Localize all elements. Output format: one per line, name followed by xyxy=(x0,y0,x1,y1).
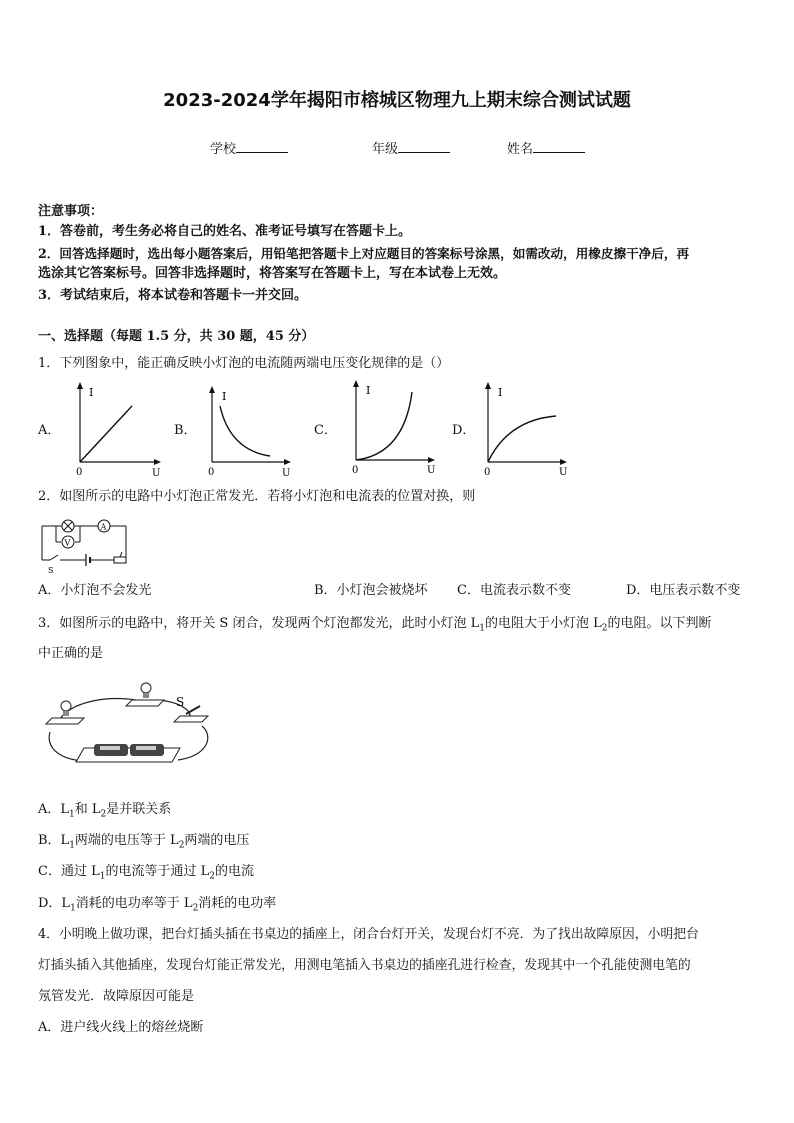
q3-option-b xyxy=(38,831,249,851)
rheostat-icon xyxy=(114,557,126,563)
q3-b-part-1: B．L xyxy=(38,833,70,848)
q1-graph-a xyxy=(66,380,164,478)
notice-item-2: 2．回答选择题时，选出每小题答案后，用铅笔把答题卡上对应题目的答案标号涂黑，如需改动，用橡皮擦干净后，再 xyxy=(38,246,690,261)
q1-option-a: A． xyxy=(38,423,61,438)
q1-option-d: D． xyxy=(452,423,476,438)
q2-switch-label: S xyxy=(48,566,54,575)
q3-d-part-3: 消耗的电功率 xyxy=(198,896,277,911)
q3-option-a xyxy=(38,800,171,820)
q3-a-part-3: 是并联关系 xyxy=(106,802,172,817)
ammeter-label: A xyxy=(100,522,107,532)
notice-item-3: 3．考试结束后，将本试卷和答题卡一并交回。 xyxy=(38,288,308,303)
q1-a-y-label: I xyxy=(89,386,94,399)
q3-d-sub-2: 2 xyxy=(192,903,199,914)
q4-stem-line-2: 灯插头插入其他插座，发现台灯能正常发光，用测电笔插入书桌边的插座孔进行检查，发现其中一个孔能使测电笔的 xyxy=(38,958,691,973)
q3-b-sub-1: 1 xyxy=(69,840,75,851)
school-label: 学校 xyxy=(210,142,237,157)
name-label: 姓名 xyxy=(507,142,534,157)
name-field xyxy=(507,140,585,160)
notice-item-1: 1．答卷前，考生务必将自己的姓名、准考证号填写在答题卡上。 xyxy=(38,224,412,239)
q3-c-sub-1: 1 xyxy=(99,871,106,882)
q3-circuit-illustration xyxy=(40,676,212,772)
q1-d-x-label: U xyxy=(559,467,568,478)
q3-d-part-2: 消耗的电功率等于 L xyxy=(75,896,193,911)
switch-icon xyxy=(50,555,58,560)
q1-option-b: B． xyxy=(174,423,197,438)
q3-c-part-3: 的电流 xyxy=(214,864,254,879)
q3-stem-part-3: 的电阻。以下判断 xyxy=(607,616,712,631)
q1-stem: 1．下列图象中，能正确反映小灯泡的电流随两端电压变化规律的是（） xyxy=(38,356,450,371)
q4-stem-line-3: 氖管发光．故障原因可能是 xyxy=(38,989,195,1004)
q3-d-part-1: D．L xyxy=(38,896,71,911)
q3-c-part-1: C．通过 L xyxy=(38,864,100,879)
q3-c-part-2: 的电流等于通过 L xyxy=(105,864,210,879)
page-title: 2023-2024学年揭阳市榕城区物理九上期末综合测试试题 xyxy=(163,90,631,111)
q1-option-c: C． xyxy=(314,423,337,438)
grade-field xyxy=(372,140,450,160)
q3-b-part-2: 两端的电压等于 L xyxy=(74,833,179,848)
q2-stem: 2．如图所示的电路中小灯泡正常发光．若将小灯泡和电流表的位置对换，则 xyxy=(38,489,476,504)
q3-a-part-1: A．L xyxy=(38,802,70,817)
lamp-board-top-icon xyxy=(126,700,164,706)
q2-option-a: A．小灯泡不会发光 xyxy=(38,583,152,598)
q3-a-part-2: 和 L xyxy=(74,802,101,817)
school-field xyxy=(210,140,288,160)
school-blank xyxy=(236,140,288,153)
q3-option-d xyxy=(38,894,276,914)
q2-option-c: C．电流表示数不变 xyxy=(457,583,571,598)
switch-lever-icon xyxy=(186,706,200,714)
q3-stem-part-2: 的电阻大于小灯泡 L xyxy=(484,616,602,631)
q3-b-part-3: 两端的电压 xyxy=(184,833,250,848)
grade-blank xyxy=(398,140,450,153)
q1-c-x-label: U xyxy=(427,465,436,476)
notice-heading: 注意事项： xyxy=(38,204,104,219)
q1-a-origin: 0 xyxy=(76,467,83,478)
bulb-left-icon xyxy=(61,701,71,711)
q4-option-a: A．进户线火线上的熔丝烧断 xyxy=(38,1020,204,1035)
notice-item-2-cont: 选涂其它答案标号。回答非选择题时，将答案写在答题卡上，写在本试卷上无效。 xyxy=(38,266,507,281)
q3-stem xyxy=(38,614,711,634)
q1-c-origin: 0 xyxy=(352,465,359,476)
q1-a-x-label: U xyxy=(152,468,161,478)
q3-stem-sub-2: 2 xyxy=(601,623,608,634)
q1-d-origin: 0 xyxy=(484,467,491,478)
q3-stem-part-1: 3．如图所示的电路中，将开关 S 闭合，发现两个灯泡都发光，此时小灯泡 L xyxy=(38,616,480,631)
switch-board-icon xyxy=(174,716,208,722)
q3-option-c xyxy=(38,862,254,882)
q1-d-y-label: I xyxy=(498,386,503,399)
q3-c-sub-2: 2 xyxy=(209,871,215,882)
q1-graph-b xyxy=(198,384,298,480)
q1-graph-d xyxy=(474,380,574,478)
q3-stem-sub-1: 1 xyxy=(479,623,485,634)
q3-b-sub-2: 2 xyxy=(178,840,185,851)
q2-circuit xyxy=(36,512,134,576)
q3-stem-line2: 中正确的是 xyxy=(38,646,104,661)
q1-c-y-label: I xyxy=(366,384,371,397)
q1-graph-c xyxy=(342,378,442,476)
section-heading: 一、选择题（每题 1.5 分，共 30 题，45 分） xyxy=(38,329,315,344)
q3-a-sub-2: 2 xyxy=(100,809,107,820)
q4-stem-line-1: 4．小明晚上做功课，把台灯插头插在书桌边的插座上，闭合台灯开关，发现台灯不亮．为了找出故障原因，小明把台 xyxy=(38,927,699,942)
q2-option-d: D．电压表示数不变 xyxy=(626,583,741,598)
q3-a-sub-1: 1 xyxy=(69,809,75,820)
name-blank xyxy=(533,140,585,153)
q3-switch-label: S xyxy=(176,695,185,709)
grade-label: 年级 xyxy=(372,142,399,157)
q1-b-x-label: U xyxy=(282,468,291,479)
lamp-board-left-icon xyxy=(46,718,84,724)
q3-d-sub-1: 1 xyxy=(70,903,76,914)
q2-option-b: B．小灯泡会被烧坏 xyxy=(314,583,428,598)
q1-b-y-label: I xyxy=(222,390,227,403)
q1-b-origin: 0 xyxy=(208,467,215,478)
bulb-top-icon xyxy=(141,683,151,693)
voltmeter-label: V xyxy=(64,538,71,548)
